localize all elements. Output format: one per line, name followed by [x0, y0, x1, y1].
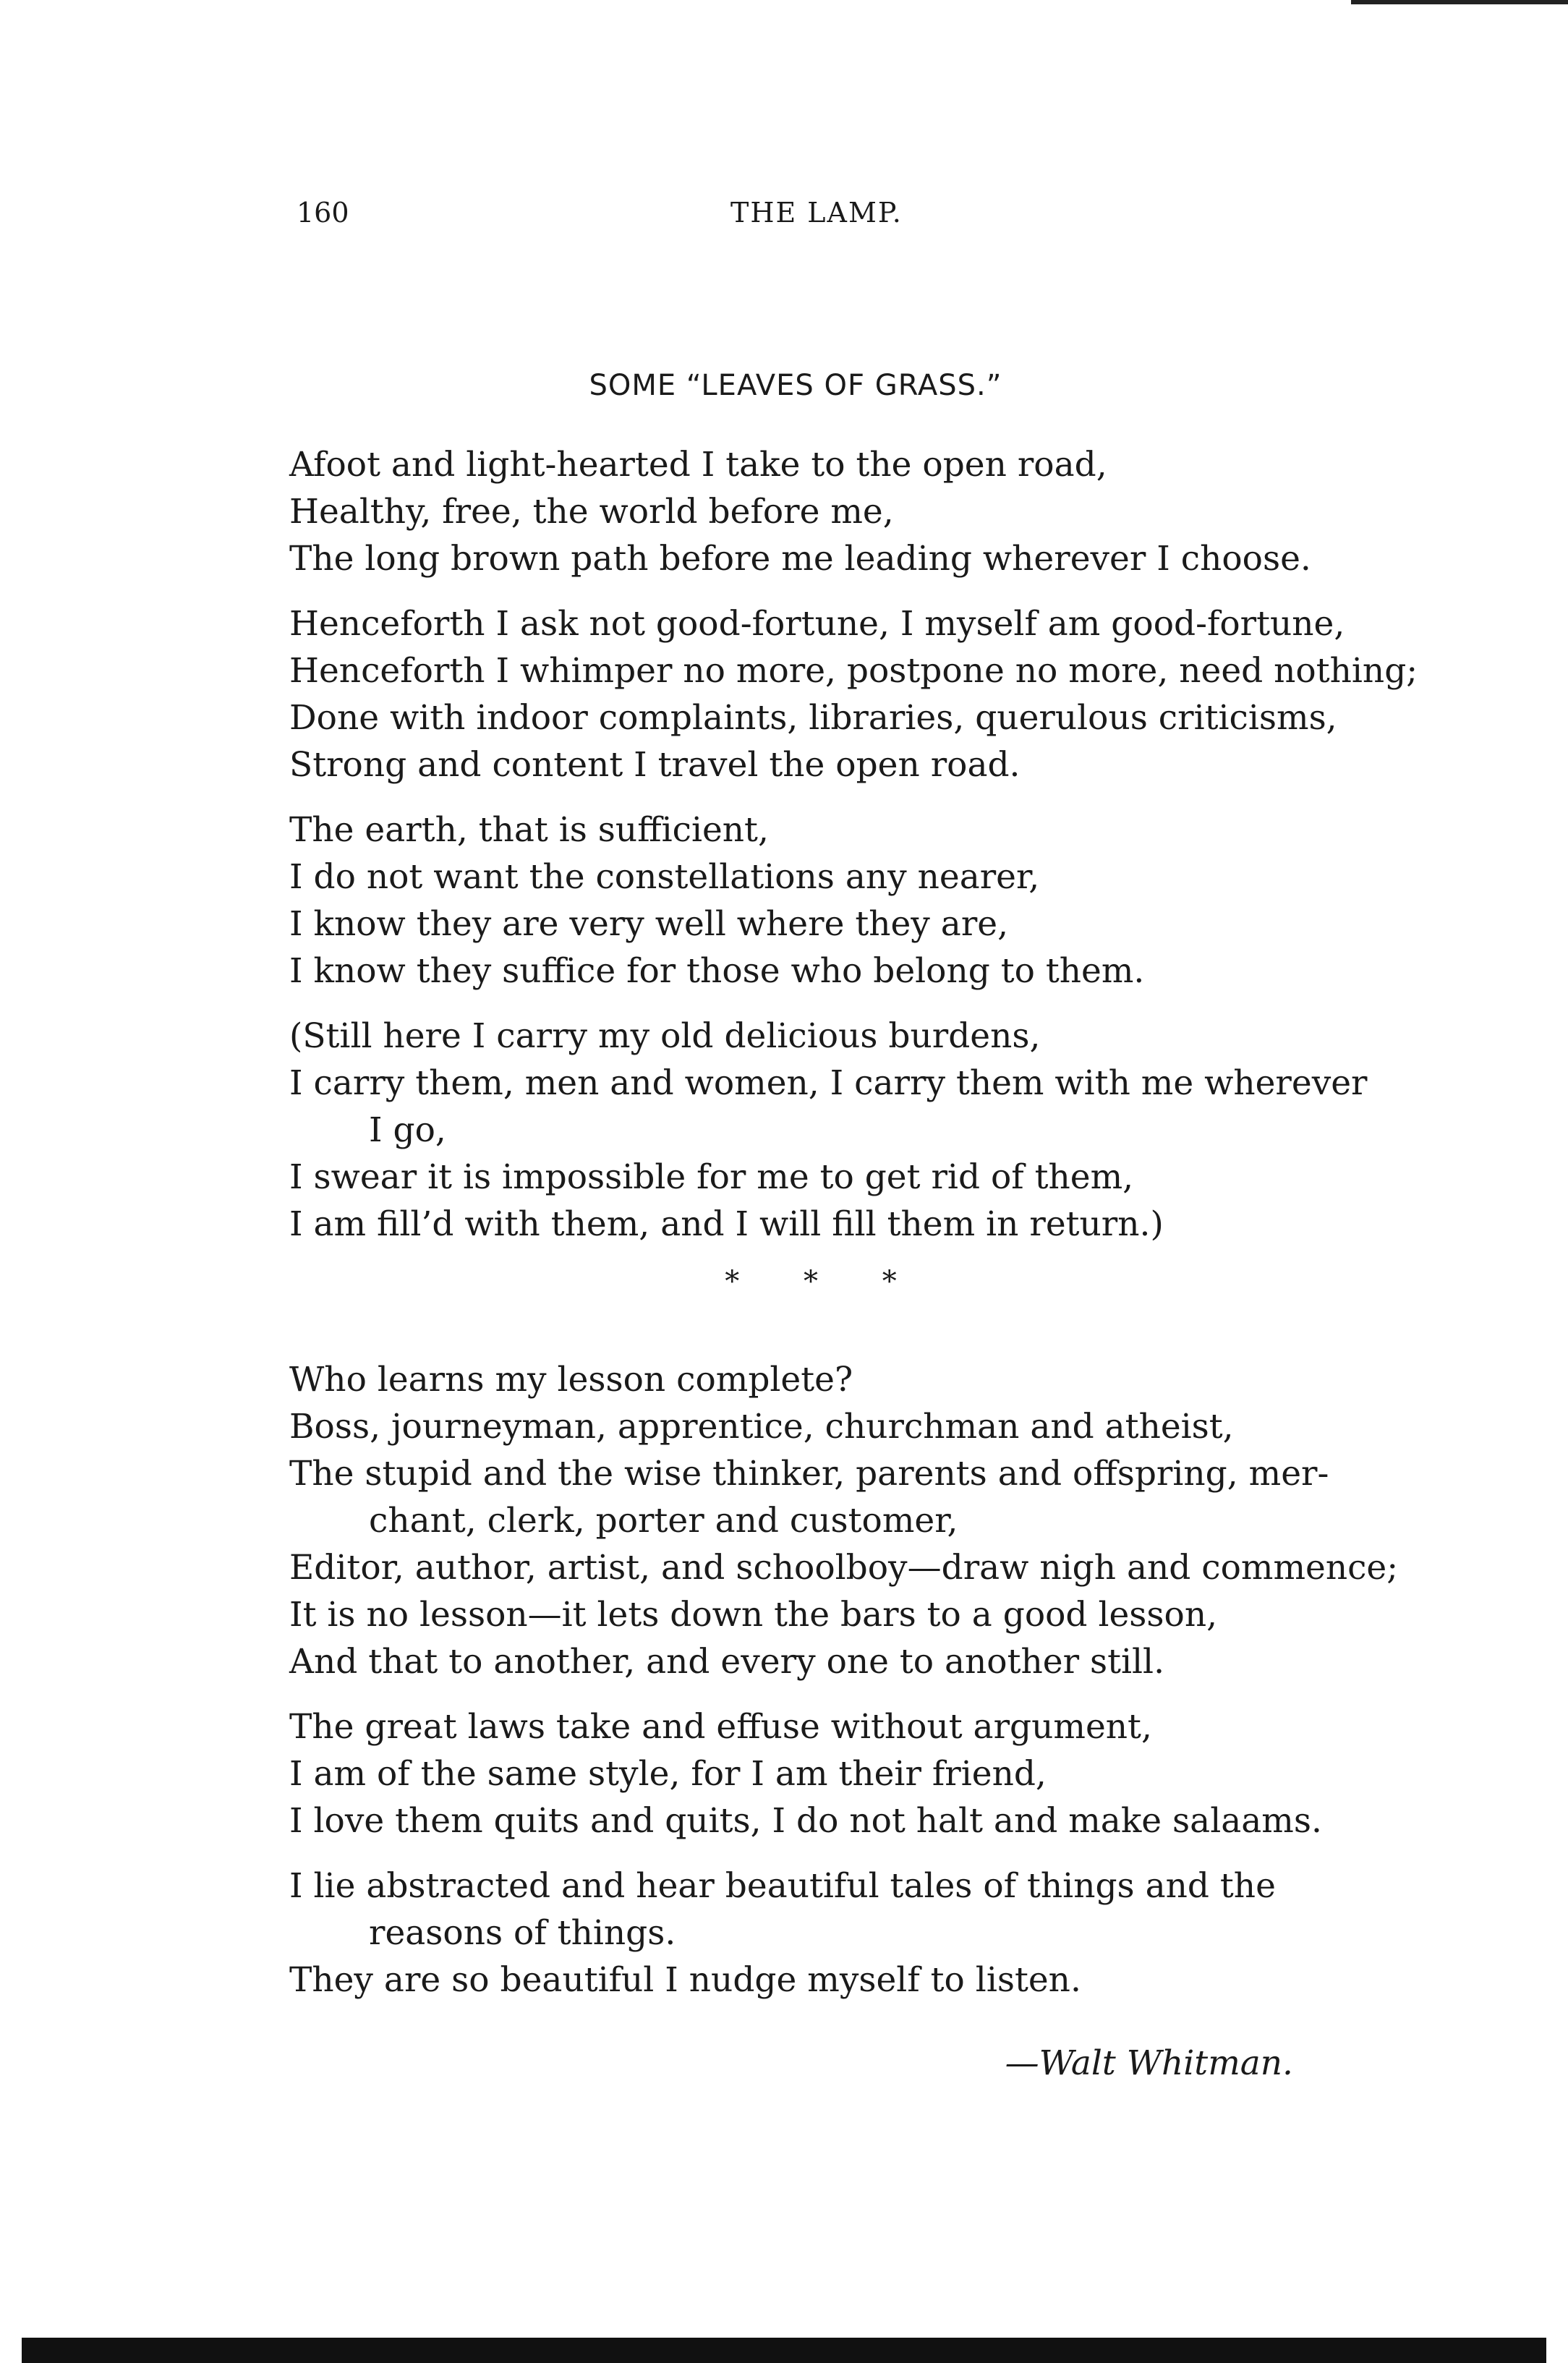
- poem-line: And that to another, and every one to another still.: [289, 1642, 1165, 1682]
- poem-line: Who learns my lesson complete?: [289, 1360, 853, 1400]
- poem-line: Afoot and light-hearted I take to the open road,: [289, 445, 1107, 485]
- poem-body: [289, 441, 1418, 2022]
- poem-line: Healthy, free, the world before me,: [289, 492, 894, 532]
- running-head: [297, 197, 1367, 240]
- poem-line: (Still here I carry my old delicious burdens,: [289, 1016, 1041, 1056]
- stanza-1: [289, 441, 1360, 582]
- running-title: THE LAMP.: [730, 197, 903, 229]
- top-edge-rule: [1351, 0, 1568, 4]
- poem-line: I lie abstracted and hear beautiful tales of things and the: [289, 1866, 1276, 1906]
- poem-line: I love them quits and quits, I do not halt and make salaams.: [289, 1801, 1322, 1841]
- poem-line: Boss, journeyman, apprentice, churchman and atheist,: [289, 1407, 1234, 1447]
- poem-line-continuation: chant, clerk, porter and customer,: [369, 1501, 958, 1541]
- stanza-6: [289, 1703, 1360, 1844]
- poem-line: The stupid and the wise thinker, parents and offspring, mer-: [289, 1454, 1329, 1494]
- stanza-2: [289, 600, 1418, 788]
- poem-line: Henceforth I ask not good-fortune, I myself am good-fortune,: [289, 604, 1345, 644]
- poem-line: Strong and content I travel the open road.: [289, 745, 1021, 785]
- poem-title: SOME “LEAVES OF GRASS.”: [589, 369, 1002, 402]
- stanza-3: [289, 806, 1360, 995]
- stanza-5: [289, 1356, 1399, 1685]
- poem-line: I am of the same style, for I am their friend,: [289, 1754, 1047, 1794]
- poem-line: They are so beautiful I nudge myself to listen.: [289, 1960, 1081, 2000]
- poem-line: The great laws take and effuse without argument,: [289, 1707, 1152, 1747]
- poem-line-continuation: reasons of things.: [369, 1913, 676, 1953]
- stanza-7: [289, 1862, 1360, 2004]
- poem-line: Editor, author, artist, and schoolboy—draw nigh and commence;: [289, 1548, 1399, 1588]
- poem-line: Henceforth I whimper no more, postpone no more, need nothing;: [289, 651, 1418, 691]
- poem-line: It is no lesson—it lets down the bars to a good lesson,: [289, 1595, 1218, 1635]
- section-break-asterisks: * * *: [725, 1265, 924, 1298]
- poem-line: I am fill’d with them, and I will fill them in return.): [289, 1204, 1164, 1244]
- poem-line: I carry them, men and women, I carry them with me wherever: [289, 1063, 1368, 1103]
- poem-line: Done with indoor complaints, libraries, querulous criticisms,: [289, 698, 1337, 738]
- stanza-4: [289, 1013, 1368, 1248]
- author-attribution: —Walt Whitman.: [1005, 2043, 1293, 2083]
- poem-line: I do not want the constellations any nearer,: [289, 857, 1040, 897]
- poem-line: I swear it is impossible for me to get rid of them,: [289, 1157, 1134, 1197]
- page-number: 160: [297, 197, 349, 229]
- poem-line: The earth, that is sufficient,: [289, 810, 769, 850]
- poem-line-continuation: I go,: [369, 1110, 446, 1150]
- poem-line: I know they are very well where they are,: [289, 904, 1009, 944]
- poem-line: I know they suffice for those who belong to them.: [289, 951, 1145, 991]
- bottom-edge-rule: [22, 2338, 1546, 2363]
- poem-line: The long brown path before me leading wherever I choose.: [289, 539, 1311, 579]
